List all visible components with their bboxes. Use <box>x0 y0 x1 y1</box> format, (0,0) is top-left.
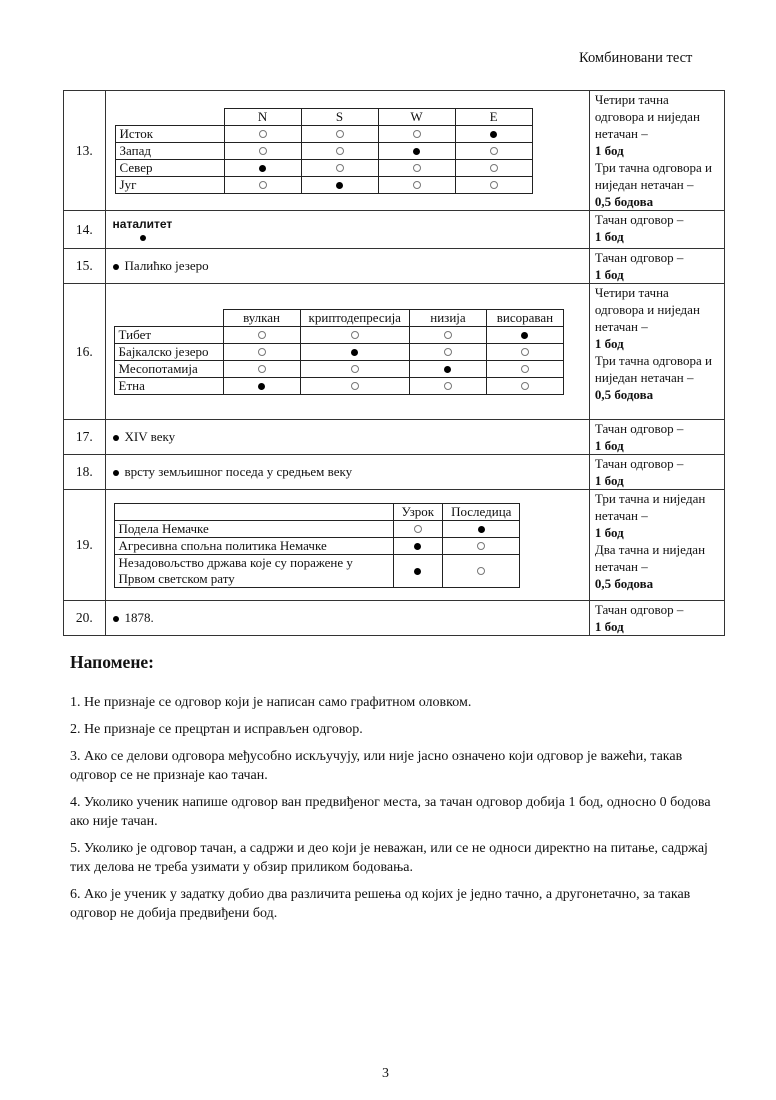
scoring-cell <box>589 455 724 490</box>
grid-cell <box>301 142 378 159</box>
empty-radio-icon <box>521 365 529 373</box>
answer-grid-13 <box>115 108 533 194</box>
answer-grid-19 <box>114 503 521 588</box>
grid-cell <box>300 377 409 394</box>
empty-radio-icon <box>258 331 266 339</box>
selected-radio-icon <box>414 543 421 550</box>
answer-text: врсту земљишног поседа у средњем веку <box>124 464 353 479</box>
grid-cell <box>455 142 532 159</box>
scoring-text: Два тачна и ниједан нетачан – <box>594 542 706 574</box>
note-item: 2. Не признаје се прецртан и исправљен одговор. <box>70 722 363 737</box>
grid-cell <box>300 360 409 377</box>
scoring-text: Четири тачна одговора и ниједан нетачан – <box>594 285 700 334</box>
scoring-text: Тачан одговор – <box>594 456 684 471</box>
answer-text: Палићко језеро <box>124 258 209 273</box>
scoring-text: Три тачна и ниједан нетачан – <box>594 491 706 523</box>
grid-column-header: S <box>301 108 378 125</box>
scoring-points: 0,5 бодова <box>594 194 654 209</box>
grid-row-label: Незадовољство држава које су поражене у Првом светском рату <box>114 554 393 587</box>
answer-text: наталитет <box>112 216 173 231</box>
grid-cell <box>223 360 300 377</box>
table-row-14 <box>64 211 725 249</box>
grid-row-label: Запад <box>115 142 224 159</box>
empty-radio-icon <box>490 181 498 189</box>
grid-cell <box>409 326 486 343</box>
grid-cell <box>301 176 378 193</box>
grid-cell <box>409 360 486 377</box>
bullet-icon <box>113 470 119 476</box>
grid-corner <box>114 503 393 520</box>
empty-radio-icon <box>413 164 421 172</box>
scoring-text: Тачан одговор – <box>594 212 684 227</box>
note-item: 5. Уколико је одговор тачан, а садржи и део који је неважан, или се не односи директно на питање, садржај тих делова не треба узимати у обзир приликом бодовања. <box>70 841 708 875</box>
grid-cell <box>378 125 455 142</box>
grid-row <box>115 125 532 142</box>
scoring-points: 0,5 бодова <box>594 576 654 591</box>
table-row-18 <box>64 455 725 490</box>
scoring-cell <box>589 601 724 636</box>
empty-radio-icon <box>259 147 267 155</box>
grid-column-header: висораван <box>486 309 563 326</box>
note-item: 6. Ако је ученик у задатку добио два различита решења од којих је једно тачно, а другонетачно, за такав одговор не добија предвиђени бод. <box>70 887 691 921</box>
grid-cell <box>455 176 532 193</box>
grid-row-label: Етна <box>114 377 223 394</box>
table-row-13 <box>64 91 725 211</box>
empty-radio-icon <box>336 164 344 172</box>
table-row-20 <box>64 601 725 636</box>
answer-cell <box>105 284 589 420</box>
grid-column-header: N <box>224 108 301 125</box>
grid-cell <box>224 159 301 176</box>
empty-radio-icon <box>413 181 421 189</box>
scoring-cell <box>589 211 724 249</box>
grid-cell <box>486 326 563 343</box>
selected-radio-icon <box>351 349 358 356</box>
selected-radio-icon <box>259 165 266 172</box>
selected-radio-icon <box>413 148 420 155</box>
grid-column-header: криптодепресија <box>300 309 409 326</box>
grid-corner <box>114 309 223 326</box>
empty-radio-icon <box>444 331 452 339</box>
grid-cell <box>486 343 563 360</box>
empty-radio-icon <box>477 542 485 550</box>
scoring-points: 1 бод <box>594 619 624 634</box>
selected-radio-icon <box>258 383 265 390</box>
document-header-title: Комбиновани тест <box>579 50 693 66</box>
selected-radio-icon <box>478 526 485 533</box>
empty-radio-icon <box>351 365 359 373</box>
grid-cell <box>300 343 409 360</box>
grid-row <box>115 176 532 193</box>
answer-cell <box>105 91 589 211</box>
answer-key-table <box>63 90 725 636</box>
question-number: 13. <box>64 91 106 211</box>
grid-cell <box>301 125 378 142</box>
selected-radio-icon <box>444 366 451 373</box>
grid-row-label: Тибет <box>114 326 223 343</box>
grid-row <box>114 343 563 360</box>
grid-cell <box>455 159 532 176</box>
empty-radio-icon <box>351 382 359 390</box>
grid-row <box>114 554 520 587</box>
scoring-text: Тачан одговор – <box>594 421 684 436</box>
bullet-icon <box>113 264 119 270</box>
empty-radio-icon <box>444 382 452 390</box>
empty-radio-icon <box>477 567 485 575</box>
grid-cell <box>443 537 520 554</box>
answer-cell <box>105 490 589 601</box>
answer-cell <box>105 601 589 636</box>
table-row-16 <box>64 284 725 420</box>
empty-radio-icon <box>521 348 529 356</box>
grid-cell <box>223 326 300 343</box>
grid-cell <box>443 554 520 587</box>
answer-cell <box>105 455 589 490</box>
grid-column-header: E <box>455 108 532 125</box>
table-row-15 <box>64 249 725 284</box>
selected-radio-icon <box>490 131 497 138</box>
scoring-cell <box>589 284 724 420</box>
grid-row <box>115 159 532 176</box>
scoring-cell <box>589 249 724 284</box>
grid-corner <box>115 108 224 125</box>
grid-cell <box>301 159 378 176</box>
selected-radio-icon <box>521 332 528 339</box>
answer-text: XIV веку <box>124 429 176 444</box>
grid-row-label: Југ <box>115 176 224 193</box>
empty-radio-icon <box>490 164 498 172</box>
grid-cell <box>223 377 300 394</box>
grid-cell <box>409 377 486 394</box>
answer-text: 1878. <box>124 610 154 625</box>
scoring-text: Три тачна одговора и ниједан нетачан – <box>594 160 712 192</box>
notes-list <box>70 693 730 931</box>
grid-cell <box>455 125 532 142</box>
grid-cell <box>443 520 520 537</box>
grid-column-header: Последица <box>443 503 520 520</box>
scoring-cell <box>589 91 724 211</box>
grid-row <box>114 360 563 377</box>
answer-cell <box>105 420 589 455</box>
scoring-text: Три тачна одговора и ниједан нетачан – <box>594 353 712 385</box>
grid-row-label: Подела Немачке <box>114 520 393 537</box>
question-number: 19. <box>64 490 106 601</box>
empty-radio-icon <box>413 130 421 138</box>
note-item: 3. Ако се делови одговора међусобно искључују, или није јасно означено који одговор је важећи, такав одговор се не признаје као тачан. <box>70 749 683 783</box>
scoring-cell <box>589 420 724 455</box>
grid-row <box>115 142 532 159</box>
empty-radio-icon <box>490 147 498 155</box>
empty-radio-icon <box>414 525 422 533</box>
grid-row-label: Бајкалско језеро <box>114 343 223 360</box>
grid-cell <box>378 142 455 159</box>
scoring-points: 1 бод <box>594 229 624 244</box>
question-number: 17. <box>64 420 106 455</box>
table-row-17 <box>64 420 725 455</box>
scoring-points: 1 бод <box>594 438 624 453</box>
empty-radio-icon <box>259 130 267 138</box>
empty-radio-icon <box>521 382 529 390</box>
answer-cell <box>105 211 589 249</box>
scoring-points: 1 бод <box>594 336 624 351</box>
selected-radio-icon <box>336 182 343 189</box>
empty-radio-icon <box>351 331 359 339</box>
scoring-points: 1 бод <box>594 267 624 282</box>
scoring-points: 1 бод <box>594 473 624 488</box>
grid-cell <box>393 520 443 537</box>
scoring-points: 1 бод <box>594 525 624 540</box>
grid-row <box>114 326 563 343</box>
selected-radio-icon <box>414 568 421 575</box>
grid-cell <box>393 554 443 587</box>
bullet-icon <box>140 235 146 241</box>
grid-cell <box>224 125 301 142</box>
grid-cell <box>378 176 455 193</box>
scoring-text: Тачан одговор – <box>594 602 684 617</box>
grid-row-label: Север <box>115 159 224 176</box>
empty-radio-icon <box>258 365 266 373</box>
table-row-19 <box>64 490 725 601</box>
grid-cell <box>393 537 443 554</box>
question-number: 20. <box>64 601 106 636</box>
question-number: 14. <box>64 211 106 249</box>
question-number: 16. <box>64 284 106 420</box>
scoring-cell <box>589 490 724 601</box>
grid-cell <box>300 326 409 343</box>
grid-column-header: вулкан <box>223 309 300 326</box>
grid-row <box>114 520 520 537</box>
question-number: 18. <box>64 455 106 490</box>
grid-column-header: низија <box>409 309 486 326</box>
bullet-icon <box>113 616 119 622</box>
question-number: 15. <box>64 249 106 284</box>
scoring-text: Тачан одговор – <box>594 250 684 265</box>
empty-radio-icon <box>336 147 344 155</box>
answer-cell <box>105 249 589 284</box>
page-number: 3 <box>382 1066 389 1081</box>
grid-row <box>114 377 563 394</box>
empty-radio-icon <box>258 348 266 356</box>
note-item: 1. Не признаје се одговор који је написан само графитном оловком. <box>70 695 472 710</box>
scoring-text: Четири тачна одговора и ниједан нетачан – <box>594 92 700 141</box>
empty-radio-icon <box>444 348 452 356</box>
grid-cell <box>486 360 563 377</box>
grid-cell <box>378 159 455 176</box>
scoring-points: 1 бод <box>594 143 624 158</box>
grid-row <box>114 537 520 554</box>
grid-column-header: Узрок <box>393 503 443 520</box>
grid-row-label: Исток <box>115 125 224 142</box>
scoring-points: 0,5 бодова <box>594 387 654 402</box>
grid-cell <box>409 343 486 360</box>
empty-radio-icon <box>336 130 344 138</box>
notes-heading: Напомене: <box>70 652 154 672</box>
grid-cell <box>224 142 301 159</box>
grid-row-label: Агресивна спољна политика Немачке <box>114 537 393 554</box>
grid-cell <box>224 176 301 193</box>
grid-row-label: Месопотамија <box>114 360 223 377</box>
answer-grid-16 <box>114 309 564 395</box>
grid-cell <box>486 377 563 394</box>
bullet-icon <box>113 435 119 441</box>
note-item: 4. Уколико ученик напише одговор ван предвиђеног места, за тачан одговор добија 1 бод, односно 0 бодова ако није тачан. <box>70 795 711 829</box>
empty-radio-icon <box>259 181 267 189</box>
grid-column-header: W <box>378 108 455 125</box>
grid-cell <box>223 343 300 360</box>
